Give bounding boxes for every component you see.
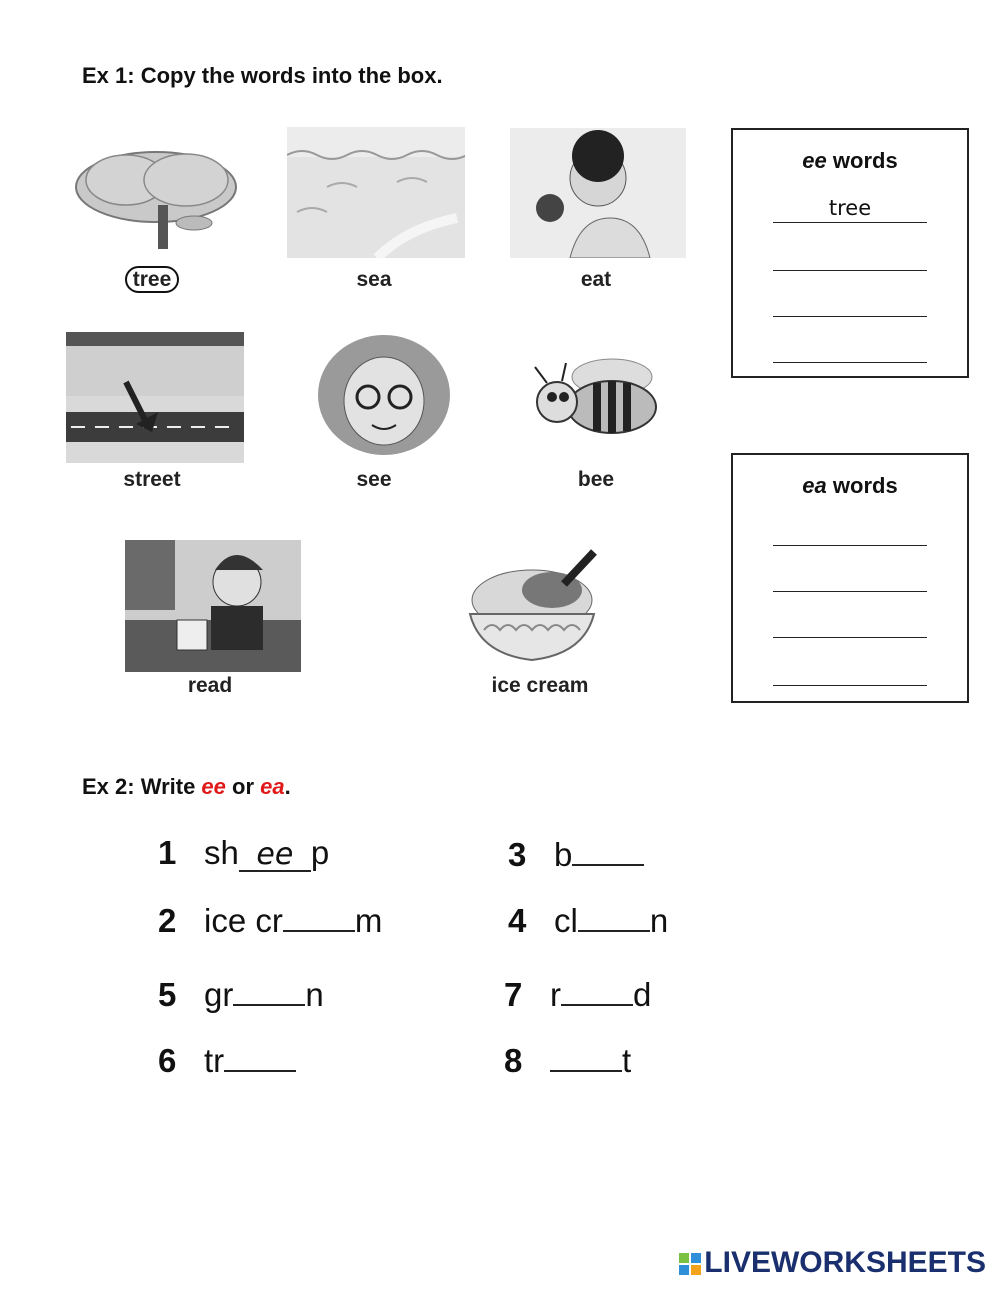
see-picture: [304, 335, 464, 463]
picture-label-bee: bee: [577, 468, 615, 491]
bee-picture: [512, 347, 670, 452]
ee-words-title: ee words: [802, 148, 898, 173]
picture-label-eat: eat: [580, 268, 612, 291]
ex2-heading: Ex 2: Write ee or ea.: [82, 774, 291, 799]
exercise-item-3: 3 b: [508, 834, 644, 874]
picture-label-ice-cream: ice cream: [491, 674, 589, 697]
picture-label-street: street: [123, 468, 181, 491]
street-picture: [66, 332, 244, 463]
ee-word-line-4[interactable]: [773, 336, 927, 363]
ea-word-line-3[interactable]: [773, 611, 927, 638]
ex1-heading: Ex 1: Copy the words into the box.: [82, 63, 443, 88]
exercise-item-4: 4 cl n: [508, 902, 669, 939]
answer-blank-3[interactable]: [572, 834, 644, 866]
ee-words-box: [731, 128, 969, 378]
answer-blank-5[interactable]: [233, 974, 305, 1006]
exercise-item-5: 5 gr n: [158, 976, 324, 1013]
exercise-item-2: 2 ice cr m: [158, 902, 383, 939]
picture-label-read: read: [187, 674, 233, 697]
exercise-item-1: 1 sh ee p: [158, 834, 330, 872]
sea-picture: [287, 127, 465, 258]
ice-cream-picture: [462, 548, 612, 666]
answer-blank-7[interactable]: [561, 974, 633, 1006]
eat-picture: [510, 128, 686, 258]
answer-blank-6[interactable]: [224, 1040, 296, 1072]
exercise-item-7: 7 r d: [504, 976, 652, 1013]
answer-blank-8[interactable]: [550, 1040, 622, 1072]
ea-word-line-4[interactable]: [773, 659, 927, 686]
ee-word-line-2[interactable]: [773, 244, 927, 271]
picture-label-tree: tree: [62, 268, 242, 292]
ea-word-line-1[interactable]: [773, 519, 927, 546]
picture-label-sea: sea: [356, 268, 392, 291]
option-ea: ea: [260, 774, 285, 799]
picture-label-see: see: [356, 468, 392, 491]
exercise-item-6: 6 tr: [158, 1040, 296, 1080]
liveworksheets-logo-icon: [679, 1253, 701, 1275]
liveworksheets-logo: LIVEWORKSHEETS: [679, 1246, 986, 1280]
ea-words-box: [731, 453, 969, 703]
exercise-item-8: 8 t: [504, 1042, 632, 1079]
ee-word-line-3[interactable]: [773, 290, 927, 317]
ea-word-line-2[interactable]: [773, 565, 927, 592]
answer-blank-1[interactable]: ee: [239, 840, 311, 872]
answer-blank-2[interactable]: [283, 900, 355, 932]
tree-picture: [66, 135, 246, 255]
option-ee: ee: [201, 774, 226, 799]
ee-word-line-1[interactable]: tree: [773, 196, 927, 223]
ea-words-title: ea words: [802, 473, 898, 498]
read-picture: [125, 540, 301, 672]
answer-blank-4[interactable]: [578, 900, 650, 932]
